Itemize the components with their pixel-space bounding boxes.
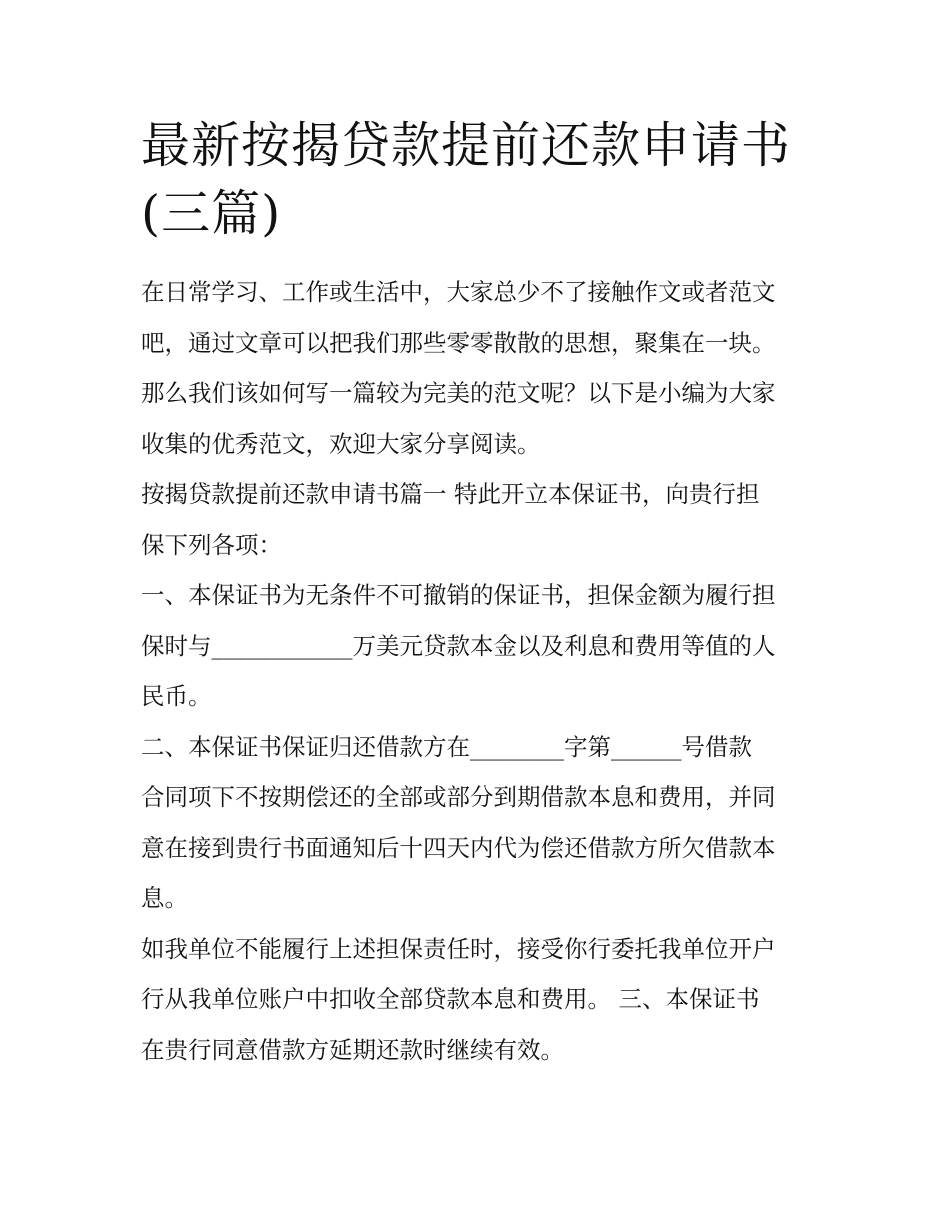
text-line: 在贵行同意借款方延期还款时继续有效。 — [141, 1035, 564, 1064]
intro-paragraph — [141, 267, 821, 469]
text-line: 二、本保证书保证归还借款方在________字第______号借款 — [141, 732, 752, 761]
text-line: 行从我单位账户中扣收全部贷款本息和费用。 三、本保证书 — [141, 985, 760, 1013]
liability-paragraph — [141, 924, 821, 1076]
section-heading-paragraph — [141, 469, 821, 570]
text-line: 吧，通过文章可以把我们那些零零散散的思想，聚集在一块。 — [141, 328, 776, 357]
text-line: 合同项下不按期偿还的全部或部分到期借款本息和费用，并同 — [141, 783, 776, 811]
text-line: 民币。 — [141, 682, 212, 710]
clause-two-paragraph — [141, 722, 821, 924]
text-line: 按揭贷款提前还款申请书篇一 特此开立本保证书，向贵行担 — [141, 480, 760, 508]
text-line: 收集的优秀范文，欢迎大家分享阅读。 — [141, 429, 541, 458]
text-line: 在日常学习、工作或生活中，大家总少不了接触作文或者范文 — [141, 278, 776, 306]
document-title — [141, 112, 821, 248]
text-line: 保下列各项： — [141, 530, 282, 559]
document-body — [141, 267, 821, 1075]
clause-one-paragraph — [141, 570, 821, 722]
text-line: 如我单位不能履行上述担保责任时，接受你行委托我单位开户 — [141, 934, 776, 963]
text-line: 一、本保证书为无条件不可撤销的保证书，担保金额为履行担 — [141, 581, 776, 609]
title-line: 最新按揭贷款提前还款申请书 — [141, 117, 792, 174]
text-line: 息。 — [141, 884, 188, 912]
title-line: (三篇) — [141, 185, 282, 242]
text-line: 那么我们该如何写一篇较为完美的范文呢？以下是小编为大家 — [141, 379, 776, 407]
text-line: 意在接到贵行书面通知后十四天内代为偿还借款方所欠借款本 — [141, 833, 776, 862]
text-line: 保时与____________万美元贷款本金以及利息和费用等值的人 — [141, 631, 776, 660]
document-page — [141, 112, 821, 1075]
